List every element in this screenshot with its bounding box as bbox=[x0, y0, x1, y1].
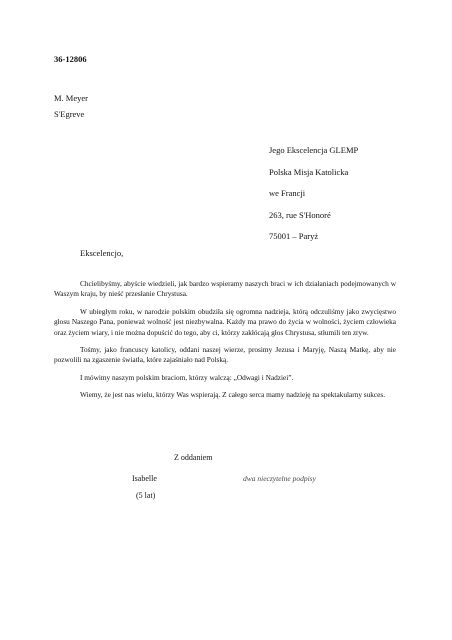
letter-body bbox=[54, 279, 396, 408]
recipient-line: 263, rue S'Honoré bbox=[269, 209, 331, 220]
recipient-line: 75001 – Paryż bbox=[269, 231, 319, 241]
salutation: Ekscelencjo, bbox=[80, 248, 124, 258]
signatures-note: dwa nieczytelne podpisy bbox=[243, 474, 316, 483]
body-paragraph: Wiemy, że jest nas wielu, którzy Was wspierają. Z całego serca mamy nadzieję na spektakularny sukces. bbox=[80, 390, 386, 400]
body-paragraph: W ubiegłym roku, w narodzie polskim obudziła się ogromna nadzieja, którą odczuliśmy jako zwycięstwo głosu Naszego Pana, ponieważ wolność jest niezbywalna. Każdy ma prawo do życia w wolności, życiem człowieka oraz życiem wiary, i nie można dopuścić do tego, aby ci, którzy zakłócają głos Chrystusa, stłumili ten zryw. bbox=[54, 306, 396, 337]
recipient-line: Jego Ekscelencja GLEMP bbox=[269, 145, 359, 155]
signer-age: (5 lat) bbox=[136, 491, 156, 500]
reference-number: 36-12806 bbox=[54, 54, 87, 64]
body-paragraph: Chcielibyśmy, abyście wiedzieli, jak bardzo wspieramy naszych braci w ich działaniach podejmowanych w Waszym kraju, by nieść przesłanie Chrystusa. bbox=[54, 279, 396, 299]
sender-block bbox=[54, 90, 88, 122]
recipient-line: Polska Misja Katolicka bbox=[269, 166, 349, 177]
signer-name: Isabelle bbox=[132, 474, 157, 483]
closing-phrase: Z oddaniem bbox=[174, 453, 213, 462]
recipient-address bbox=[269, 140, 358, 248]
body-paragraph: I mówimy naszym polskim braciom, którzy walczą: „Odwagi i Nadziei”. bbox=[80, 372, 294, 382]
sender-name: M. Meyer bbox=[54, 93, 88, 103]
body-paragraph: Tośmy, jako francuscy katolicy, oddani naszej wierze, prosimy Jezusa i Maryję, Naszą Matkę, aby nie pozwolili na zgaszenie światła, które zajaśniało nad Polską. bbox=[54, 345, 396, 365]
recipient-line: we Francji bbox=[269, 188, 306, 198]
sender-city: S'Egreve bbox=[54, 109, 85, 119]
